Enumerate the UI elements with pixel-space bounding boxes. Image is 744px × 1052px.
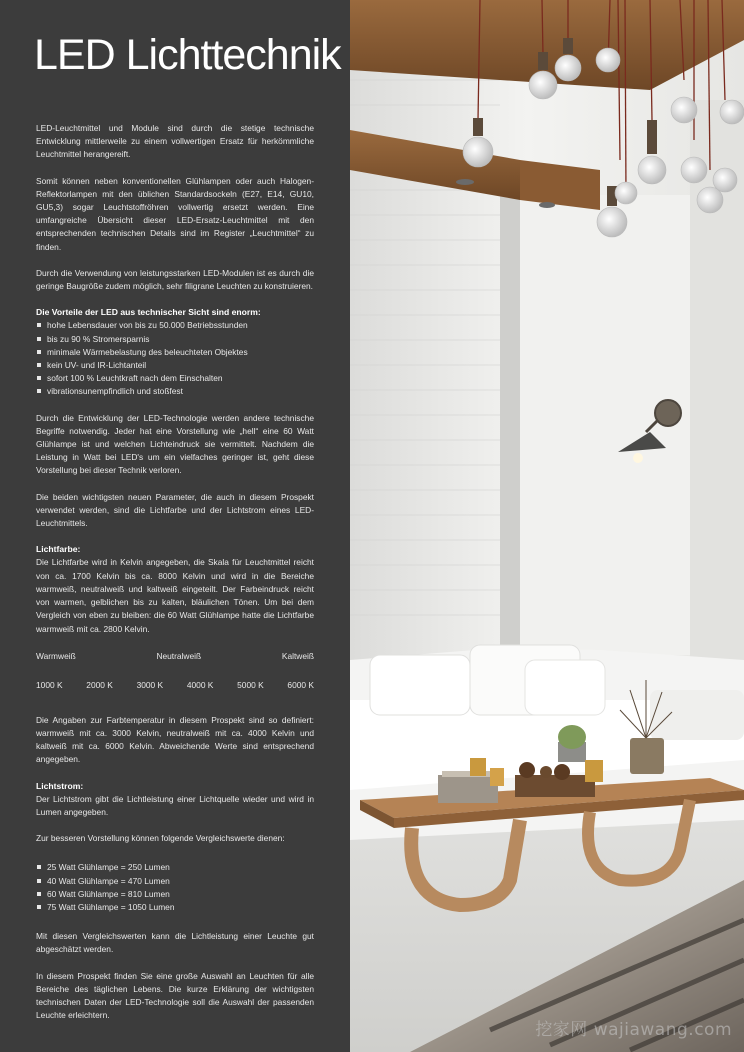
- parameters-paragraph: Die beiden wichtigsten neuen Parameter, die auch in diesem Prospekt verwendet werden, sind die Lichtfarbe und der Lichtstrom eines LED-Leuchtmittels.: [36, 491, 314, 529]
- text-column: [0, 0, 350, 1052]
- scale-label-neutral: Neutralweiß: [156, 650, 202, 661]
- advantages-list: [36, 319, 314, 398]
- module-paragraph: Durch die Verwendung von leistungsstarken LED-Modulen ist es durch die geringe Baugröße zudem möglich, sehr filigrane Leuchten zu konstruieren.: [36, 267, 314, 292]
- list-item: bis zu 90 % Stromersparnis: [36, 333, 314, 346]
- interior-photo: [350, 0, 744, 1052]
- scale-values: [36, 679, 314, 692]
- list-item: vibrationsunempfindlich und stoßfest: [36, 385, 314, 398]
- scale-label-cold: Kaltweiß: [281, 650, 314, 661]
- lichtstrom-heading: Lichtstrom:: [36, 780, 84, 791]
- estimate-paragraph: Mit diesen Vergleichswerten kann die Lichtleistung einer Leuchte gut abgeschätzt werden.: [36, 931, 314, 955]
- lichtstrom-paragraph: Der Lichtstrom gibt die Lichtleistung einer Lichtquelle wieder und wird in Lumen angegeben.: [36, 793, 314, 817]
- intro-paragraph: LED-Leuchtmittel und Module sind durch die stetige technische Entwicklung mittlerweile zu einem vollwertigen Ersatz für herkömmliche Leuchtmittel herangereift.: [36, 123, 314, 160]
- scale-value: 5000 K: [237, 679, 264, 690]
- lichtfarbe-heading: Lichtfarbe:: [36, 544, 81, 555]
- list-item: 75 Watt Glühlampe = 1050 Lumen: [36, 901, 314, 914]
- scale-value: 1000 K: [36, 679, 63, 690]
- scale-value: 3000 K: [136, 679, 164, 690]
- scale-labels: [36, 650, 314, 663]
- list-item: sofort 100 % Leuchtkraft nach dem Einschalten: [36, 372, 314, 385]
- list-item: kein UV- und IR-Lichtanteil: [36, 359, 314, 372]
- lichtfarbe-paragraph: Die Lichtfarbe wird in Kelvin angegeben, die Skala für Leuchtmittel reicht von ca. 1700 Kelvin bis ca. 8000 Kelvin und wird in die Bereiche warmweiß, neutralweiß und kaltweiß eingeteilt. Der Farbeindruck reicht von warmen, gelblichen bis zu kalten, bläulichen Tönen. Um bei dem Vergleich von eben zu bleiben: die 60 Watt Glühlampe hatte die Lichtfarbe warmweiß mit ca. 2800 Kelvin.: [36, 557, 314, 634]
- page-title: LED Lichttechnik: [34, 31, 341, 79]
- advantages-heading: Die Vorteile der LED aus technischer Sicht sind enorm:: [36, 307, 261, 318]
- replacement-paragraph: Somit können neben konventionellen Glühlampen oder auch Halogen-Reflektorlampen mit den üblichen Standardsockeln (E27, E14, GU10, GU5,3) sogar Leuchtstoffröhren vollwertig ersetzt werden. Eine umfangreiche Übersicht dieser LED-Ersatz-Leuchtmittel mit den entsprechenden technischen Details sind im Register „Leuchtmittel“ zu finden.: [36, 175, 314, 252]
- watermark: 挖家网 wajiawang.com: [535, 1020, 732, 1040]
- list-item: 60 Watt Glühlampe = 810 Lumen: [36, 888, 314, 901]
- list-item: 25 Watt Glühlampe = 250 Lumen: [36, 861, 314, 874]
- lumen-list: [36, 861, 314, 914]
- closing-paragraph: In diesem Prospekt finden Sie eine große Auswahl an Leuchten für alle Bereiche des täglichen Lebens. Die kurze Erklärung der wichtigsten technischen Daten der LED-Technologie soll die Auswahl der passenden Leuchte erleichtern.: [36, 970, 314, 1021]
- color-definition-paragraph: Die Angaben zur Farbtemperatur in diesem Prospekt sind so definiert: warmweiß mit ca. 3000 Kelvin, neutralweiß mit ca. 4000 Kelvin und kaltweiß mit ca. 6000 Kelvin. Abweichende Werte sind entsprechend angegeben.: [36, 714, 314, 765]
- list-item: minimale Wärmebelastung des beleuchteten Objektes: [36, 346, 314, 359]
- list-item: 40 Watt Glühlampe = 470 Lumen: [36, 875, 314, 888]
- scale-value: 2000 K: [86, 679, 113, 690]
- scale-value: 4000 K: [186, 679, 214, 690]
- color-temperature-scale: [36, 650, 314, 692]
- scale-label-warm: Warmweiß: [36, 650, 76, 661]
- scale-value: 6000 K: [287, 679, 314, 690]
- terminology-paragraph: Durch die Entwicklung der LED-Technologie werden andere technische Begriffe notwendig. Jeder hat eine Vorstellung wie „hell“ eine 60 Watt Glühlampe ist und welchen Lichteindruck sie vermittelt. Nachdem die Leistung in Watt bei LED's um ein vielfaches geringer ist, geht diese Vorstellung bei dieser Technik verloren.: [36, 412, 314, 476]
- living-room-illustration: [350, 0, 744, 1052]
- comparison-intro-paragraph: Zur besseren Vorstellung können folgende Vergleichswerte dienen:: [36, 833, 285, 844]
- list-item: hohe Lebensdauer von bis zu 50.000 Betriebsstunden: [36, 319, 314, 332]
